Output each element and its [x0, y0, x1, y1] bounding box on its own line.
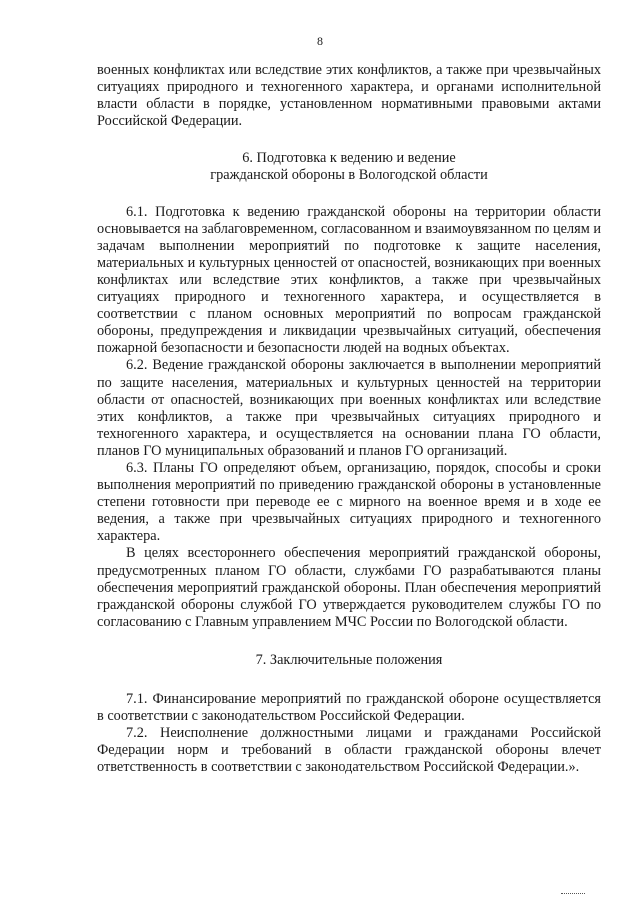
paragraph-6-3-continued: В целях всестороннего обеспечения мероприятий гражданской обороны, предусмотренных планом ГО области, службами ГО разрабатываются планы обеспечения мероприятий гражданской обороны. План обеспечения мероприятий гражданской обороны службой ГО утверждается руководителем службы ГО по согласованию с Главным управлением МЧС России по Вологодской области.: [97, 545, 601, 630]
scan-mark: [561, 893, 585, 896]
section-6-heading-line-1: 6. Подготовка к ведению и ведение: [242, 150, 456, 167]
section-6-heading: [97, 150, 601, 184]
paragraph-6-1: 6.1. Подготовка к ведению гражданской обороны на территории области основывается на заблаговременном, согласованном и взаимоувязанном по целям и задачам выполнении мероприятий по подготовке к защите населения, материальных и культурных ценностей от опасностей, возникающих при военных конфликтах или вследствие этих конфликтов, а также при чрезвычайных ситуациях природного и техногенного характера, и осуществляется в соответствии с планом основных мероприятий по вопросам гражданской обороны, предупреждения и ликвидации чрезвычайных ситуаций, обеспечения пожарной безопасности и безопасности людей на водных объектах.: [97, 203, 601, 357]
section-7-heading: 7. Заключительные положения: [255, 651, 443, 668]
page-number: 8: [317, 34, 323, 48]
paragraph-7-1: 7.1. Финансирование мероприятий по гражданской обороне осуществляется в соответствии с законодательством Российской Федерации.: [97, 691, 601, 725]
section-6-heading-line-2: гражданской обороны в Вологодской области: [210, 167, 488, 184]
intro-paragraph: военных конфликтах или вследствие этих конфликтов, а также при чрезвычайных ситуациях природного и техногенного характера, и органами исполнительной власти области в порядке, установленном нормативными правовыми актами Российской Федерации.: [97, 62, 601, 130]
document-body: [97, 62, 601, 776]
paragraph-7-2: 7.2. Неисполнение должностными лицами и гражданами Российской Федерации норм и требований в области гражданской обороны влечет ответственность в соответствии с законодательством Российской Федерации.».: [97, 725, 601, 776]
paragraph-6-2: 6.2. Ведение гражданской обороны заключается в выполнении мероприятий по защите населения, материальных и культурных ценностей на территории области от опасностей, возникающих при военных конфликтах или вследствие этих конфликтов, а также при чрезвычайных ситуациях природного и техногенного характера, и осуществляется на основании плана ГО области, планов ГО муниципальных образований и планов ГО организаций.: [97, 357, 601, 459]
paragraph-6-3: 6.3. Планы ГО определяют объем, организацию, порядок, способы и сроки выполнения мероприятий по приведению гражданской обороны в установленные степени готовности при переводе ее с мирного на военное время и в ходе ее ведения, а также при чрезвычайных ситуациях природного и техногенного характера.: [97, 459, 601, 545]
